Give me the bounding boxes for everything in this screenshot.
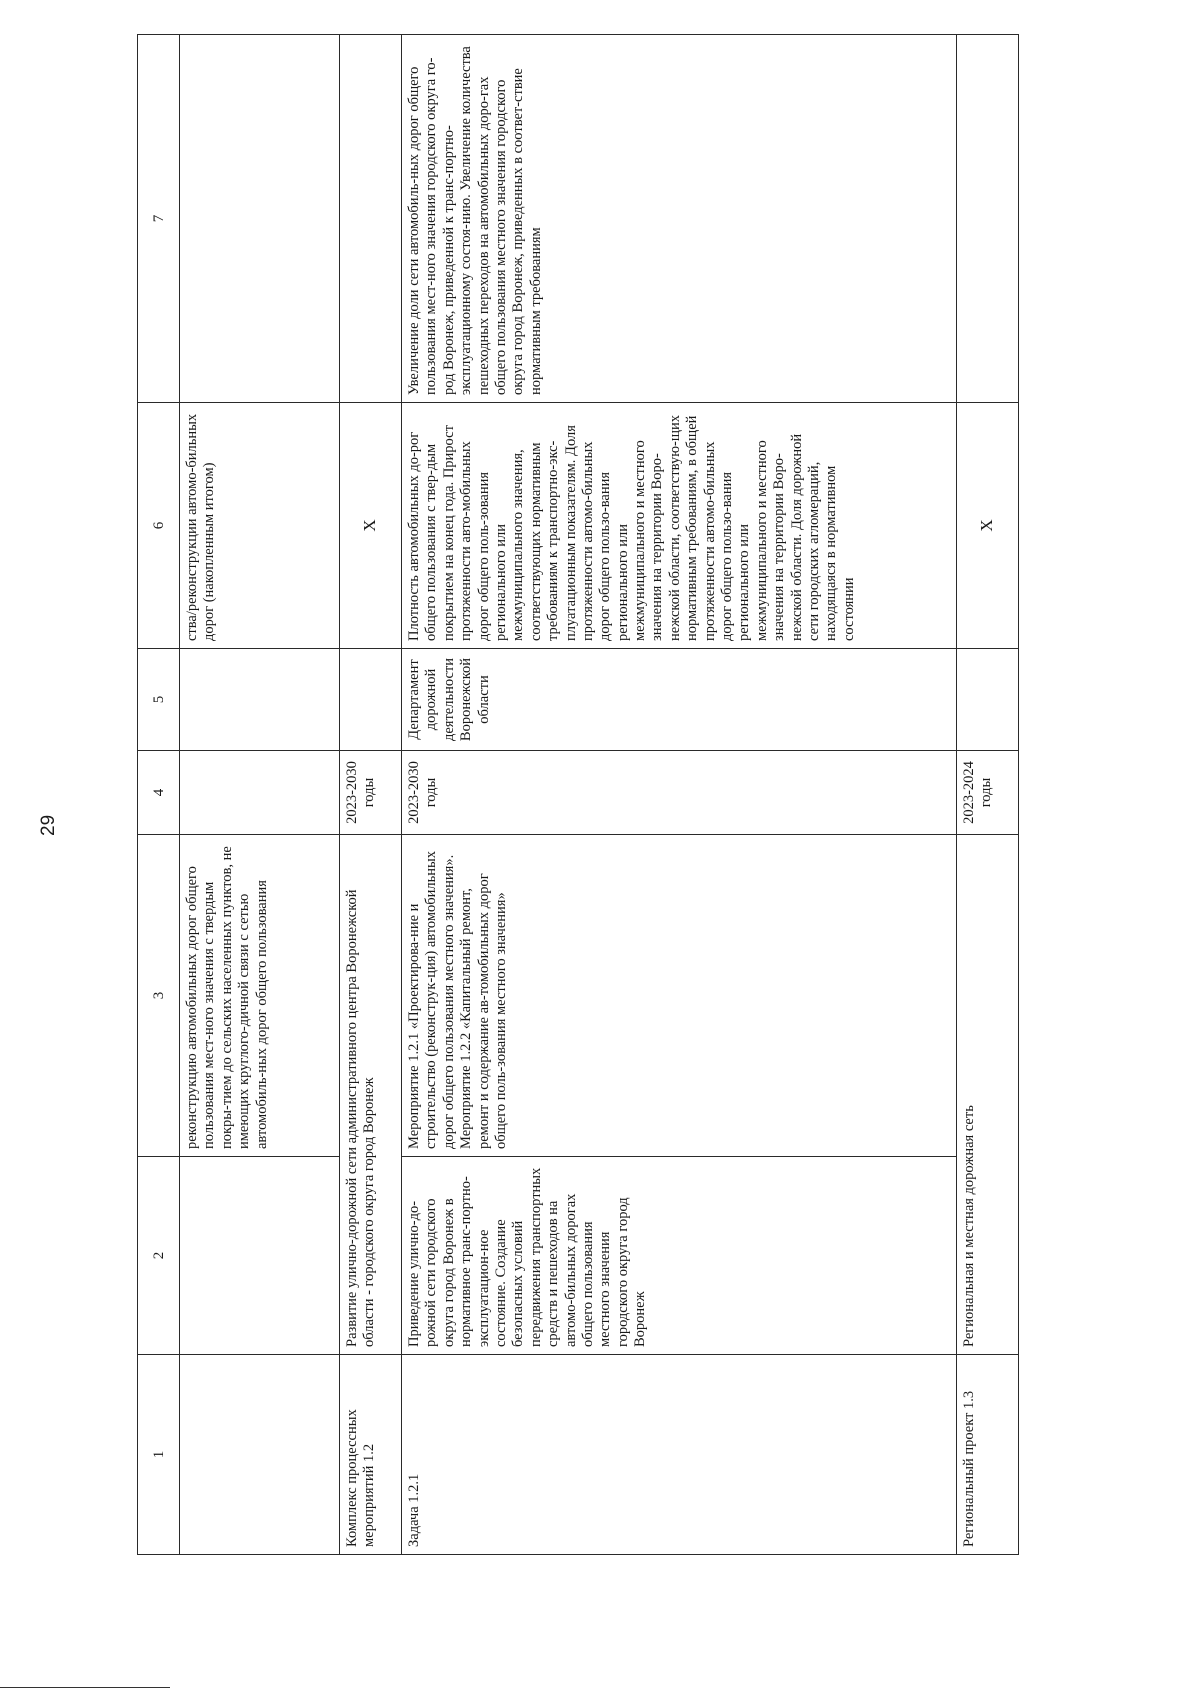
cell xyxy=(180,35,340,403)
cell-period: 2023-2030 годы xyxy=(402,751,957,835)
cell xyxy=(957,35,1019,403)
program-table xyxy=(137,34,1019,1555)
cell-indicators: ства/реконструкции автомо-бильных дорог (накопленным итогом) xyxy=(180,403,340,649)
cell-task-title: Задача 1.2.1 xyxy=(402,1355,957,1555)
cell xyxy=(180,1157,340,1355)
cell-project-title: Региональный проект 1.3 xyxy=(957,1355,1019,1555)
cell xyxy=(180,649,340,751)
header-col-7: 7 xyxy=(138,35,180,403)
cell xyxy=(340,35,402,403)
cell xyxy=(180,1355,340,1555)
header-col-5: 5 xyxy=(138,649,180,751)
page-number: 29 xyxy=(38,814,59,836)
cell xyxy=(340,649,402,751)
cell-results: Увеличение доли сети автомобиль-ных дорог общего пользования мест-ного значения городского округа го-род Воронеж, приведенной к транс-портно-эксплуатационному состоя-нию. Увеличение количества пешеходных переходов на автомобильных доро-гах общего пользования местного значения городского округа город Воронеж, приведенных в соответ-ствие нормативным требованиям xyxy=(402,35,957,403)
rotated-table-wrapper xyxy=(137,35,1039,1555)
cell-complex-description: Развитие улично-дорожной сети административного центра Воронежской области - городского округа город Воронеж xyxy=(340,835,402,1355)
cell-x-mark: Х xyxy=(957,403,1019,649)
cell-task-description: Приведение улично-до-рожной сети городского округа город Воронеж в нормативное транс-портно-эксплуатацион-ное состояние. Создание безопасных условий передвижения транспортных средств и пешеходов на автомо-бильных дорогах общего пользования местного значения городского округа город Воронеж xyxy=(402,1157,957,1355)
header-col-2: 2 xyxy=(138,1157,180,1355)
header-col-3: 3 xyxy=(138,835,180,1157)
cell-complex-title: Комплекс процессных мероприятий 1.2 xyxy=(340,1355,402,1555)
cell-x-mark: Х xyxy=(340,403,402,649)
cell-measures: реконструкцию автомобильных дорог общего пользования мест-ного значения с твердым покры-тием до сельских населенных пунктов, не имеющих круглого-дичной связи с сетью автомобиль-ных дорог общего пользования xyxy=(180,835,340,1157)
table-header-row xyxy=(138,35,180,1555)
cell-measures: Мероприятие 1.2.1 «Проектирова-ние и строительство (реконструк-ция) автомобильных дорог общего пользования местного значения». Мероприятие 1.2.2 «Капитальный ремонт, ремонт и содержание ав-томобильных дорог общего поль-зования местного значения» xyxy=(402,835,957,1157)
cell xyxy=(957,649,1019,751)
cell-period: 2023-2030 годы xyxy=(340,751,402,835)
cell-responsible: Департамент дорожной деятельности Воронежской области xyxy=(402,649,957,751)
cell-project-description: Региональная и местная дорожная сеть xyxy=(957,835,1019,1355)
header-col-6: 6 xyxy=(138,403,180,649)
table-row-project xyxy=(957,35,1019,1555)
cell xyxy=(180,751,340,835)
table-row-continuation xyxy=(180,35,340,1555)
table-row-complex xyxy=(340,35,402,1555)
table-row-task xyxy=(402,35,957,1555)
cell-period: 2023-2024 годы xyxy=(957,751,1019,835)
header-col-4: 4 xyxy=(138,751,180,835)
header-col-1: 1 xyxy=(138,1355,180,1555)
cell-indicators: Плотность автомобильных до-рог общего пользования с твер-дым покрытием на конец года. Прирост протяженности авто-мобильных дорог общего поль-зования регионального или межмуниципального значения, соответствующих нормативным требованиям к транспортно-экс-плуатационным показателям. Доля протяженности автомо-бильных дорог общего пользо-вания регионального или межмуниципального и местного значения на территории Воро-нежской области, соответствую-щих нормативным требованиям, в общей протяженности автомо-бильных дорог общего пользо-вания регионального или межмуниципального и местного значения на территории Воро-нежской области. Доля дорожной сети городских агломераций, находящаяся в нормативном состоянии xyxy=(402,403,957,649)
